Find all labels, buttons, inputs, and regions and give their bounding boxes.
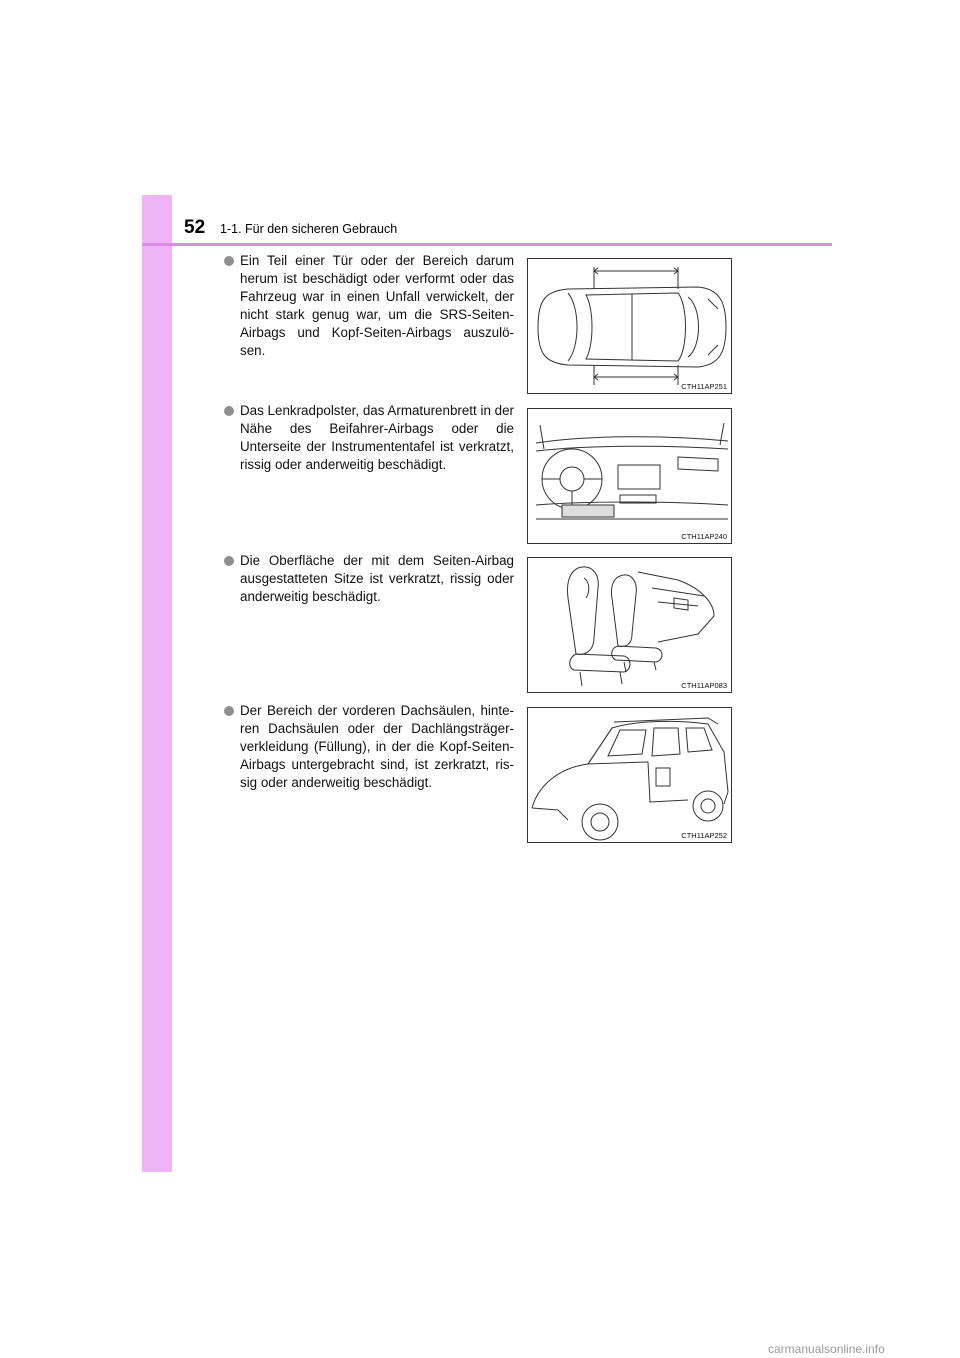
- list-item: [224, 702, 514, 792]
- header-rule: [142, 243, 832, 246]
- seats-illustration: [528, 558, 732, 693]
- item-text: Das Lenkradpolster, das Armaturenbrett in der Nähe des Beifahrer-Airbags oder die Unterseite der Instrumententafel ist verkratzt, rissig oder anderweitig beschädigt.: [240, 403, 514, 472]
- car-top-view-illustration: [528, 259, 732, 394]
- section-title: 1-1. Für den sicheren Gebrauch: [220, 222, 398, 236]
- figure-code: CTH11AP252: [681, 831, 727, 840]
- figure-code: CTH11AP240: [681, 532, 727, 541]
- list-item: [224, 402, 514, 474]
- page-number: 52: [184, 217, 206, 238]
- item-text: Der Bereich der vorderen Dachsäulen, hinte-ren Dachsäulen oder der Dachlängsträger-verkleidung (Füllung), in der die Kopf-Seiten-Airbags untergebracht sind, ist zerkratzt, ris-sig oder anderweitig beschädigt.: [240, 703, 514, 790]
- bullet-icon: [224, 706, 234, 716]
- side-tab-band: [142, 195, 172, 1172]
- bullet-icon: [224, 256, 234, 266]
- item-text: Ein Teil einer Tür oder der Bereich darum herum ist beschädigt oder verformt oder das Fahrzeug war in einen Unfall verwickelt, der nicht stark genug war, um die SRS-Seiten-Airbags und Kopf-Seiten-Airbags auszulö-sen.: [240, 253, 514, 358]
- bullet-icon: [224, 556, 234, 566]
- figure-car-top-view: [527, 258, 732, 394]
- dashboard-illustration: [528, 409, 732, 544]
- list-item: [224, 552, 514, 606]
- bullet-icon: [224, 406, 234, 416]
- list-item: [224, 252, 514, 360]
- figure-code: CTH11AP251: [681, 382, 727, 391]
- figure-car-side-view: [527, 707, 732, 843]
- figure-dashboard: [527, 408, 732, 544]
- figure-seats: [527, 557, 732, 693]
- watermark: carmanualsonline.info: [768, 1342, 885, 1356]
- car-side-view-illustration: [528, 708, 732, 843]
- item-text: Die Oberfläche der mit dem Seiten-Airbag ausgestatteten Sitze ist verkratzt, rissig oder anderweitig beschädigt.: [240, 553, 514, 604]
- figure-code: CTH11AP083: [681, 681, 727, 690]
